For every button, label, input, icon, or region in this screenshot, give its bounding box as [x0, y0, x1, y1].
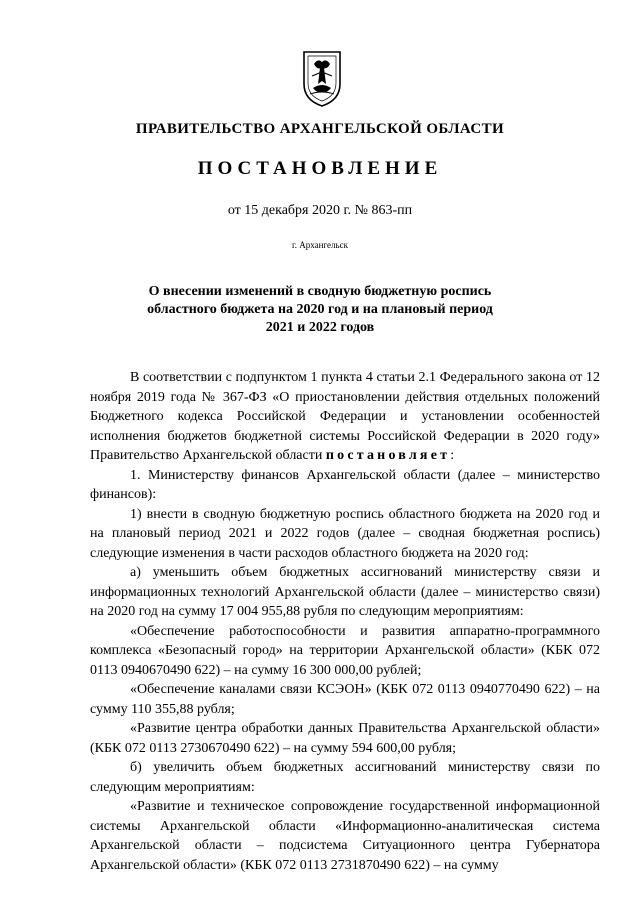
document-body	[90, 368, 600, 875]
subject-line: О внесении изменений в сводную бюджетную роспись	[148, 284, 492, 299]
government-title: ПРАВИТЕЛЬСТВО АРХАНГЕЛЬСКОЙ ОБЛАСТИ	[135, 121, 505, 137]
document-subject	[100, 283, 540, 337]
decree-word: постановляет	[325, 448, 451, 463]
document-type: ПОСТАНОВЛЕНИЕ	[197, 158, 443, 179]
document-city: г. Архангельск	[292, 240, 348, 250]
body-paragraph: «Обеспечение работоспособности и развития аппаратно-программного комплекса «Безопасный город» на территории Архангельской области» (КБК 072 0113 0940670490 622) – на сумму 16 300 000,00 рублей;	[90, 623, 600, 678]
document-date-number: от 15 декабря 2020 г. № 863-пп	[227, 203, 413, 218]
coat-of-arms-icon	[300, 48, 344, 108]
preamble-text: В соответствии с подпунктом 1 пункта 4 статьи 2.1 Федерального закона от 12 ноября 2019 года № 367-ФЗ «О приостановлении действия отдельных положений Бюджетного кодекса Российской Федерации и установлении особенностей исполнения бюджетов бюджетной системы Российской Федерации в 2020 году» Правительство Архангельской области	[90, 370, 600, 463]
body-paragraph: «Развитие и техническое сопровождение государственной информационной системы Архангельской области «Информационно-аналитическая система Архангельской области – подсистема Ситуационного центра Губернатора Архангельской области» (КБК 072 0113 2731870490 622) – на сумму	[90, 799, 600, 873]
body-paragraph: 1) внести в сводную бюджетную роспись областного бюджета на 2020 год и на плановый период 2021 и 2022 годов (далее – сводная бюджетная роспись) следующие изменения в части расходов областного бюджета на 2020 год:	[90, 506, 600, 561]
body-paragraph: а) уменьшить объем бюджетных ассигнований министерству связи и информационных технологий Архангельской области (далее – министерство связи) на 2020 год на сумму 17 004 955,88 рубля по следующим мероприятиям:	[90, 565, 600, 619]
body-paragraph: 1. Министерству финансов Архангельской области (далее – министерство финансов):	[90, 467, 600, 502]
body-paragraph: «Развитие центра обработки данных Правительства Архангельской области» (КБК 072 0113 2730670490 622) – на сумму 594 600,00 рубля;	[90, 721, 600, 756]
subject-line: областного бюджета на 2020 год и на плановый период	[147, 302, 493, 317]
subject-line: 2021 и 2022 годов	[265, 320, 375, 335]
body-paragraph: б) увеличить объем бюджетных ассигнований министерству связи по следующим мероприятиям:	[90, 760, 600, 795]
body-paragraph	[90, 368, 600, 466]
preamble-end: :	[450, 448, 455, 463]
body-paragraph: «Обеспечение каналами связи КСЭОН» (КБК 072 0113 0940770490 622) – на сумму 110 355,88 рубля;	[90, 682, 600, 717]
